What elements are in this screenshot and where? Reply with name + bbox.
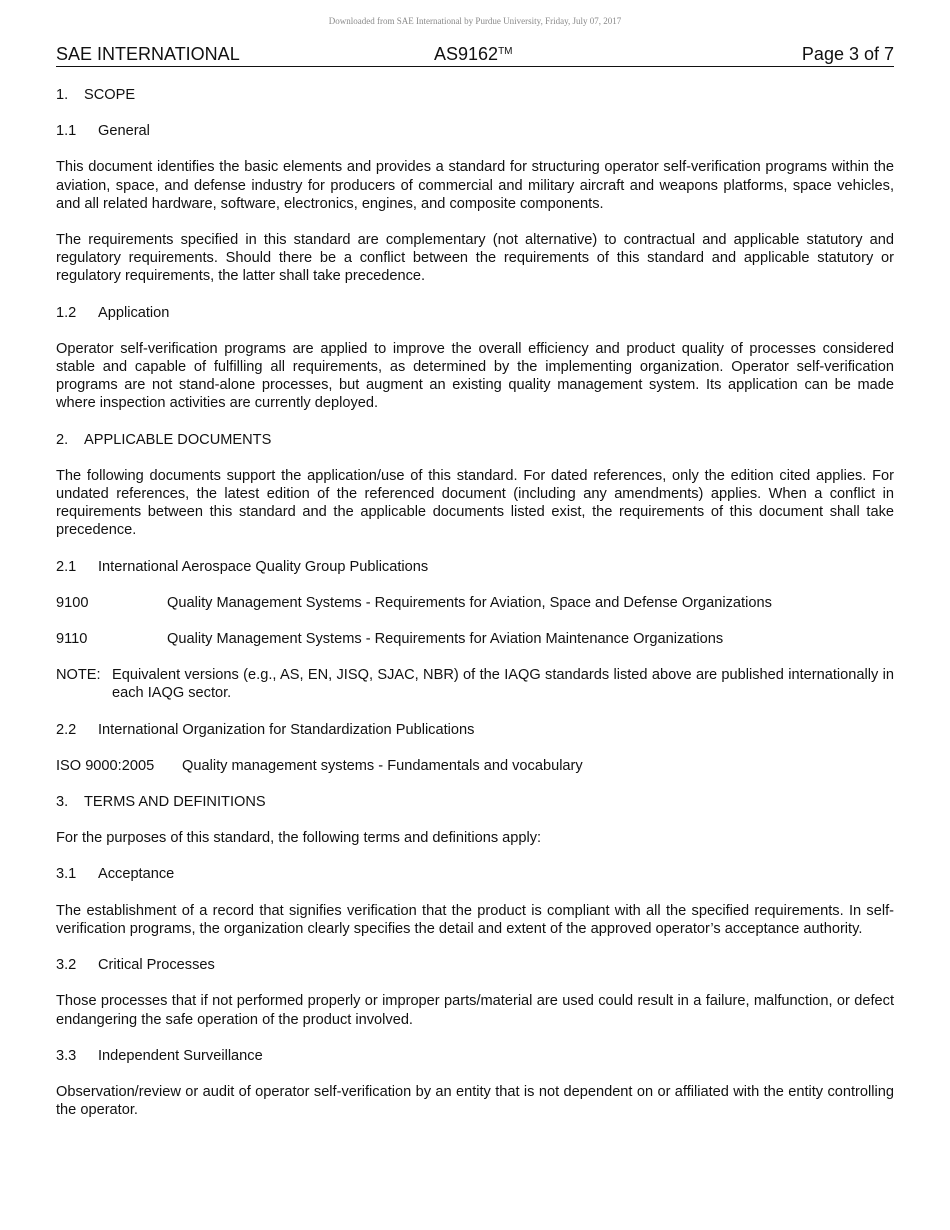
subsection-title: Independent Surveillance bbox=[98, 1047, 263, 1064]
doc-id-text: AS9162 bbox=[434, 44, 499, 64]
subsection-title: General bbox=[98, 123, 150, 140]
paragraph: Operator self-verification programs are applied to improve the overall efficiency and product quality of processes considered stable and capable of fulfilling all requirements, as determined by the implementing organization. Operator self-verification programs are not stand-alone processes, but augment an existing quality management system. Its application can be made where inspection activities are currently deployed. bbox=[56, 340, 894, 412]
reference-entry bbox=[56, 594, 894, 612]
section-number: 2. bbox=[56, 431, 69, 448]
paragraph: The establishment of a record that signifies verification that the product is compliant with all the specified requirements. In self-verification programs, the organization clearly specifies the detail and extent of the approved operator’s acceptance authority. bbox=[56, 902, 894, 937]
subsection-heading bbox=[56, 721, 894, 739]
subsection-title: International Organization for Standardization Publications bbox=[98, 721, 475, 738]
paragraph: The following documents support the application/use of this standard. For dated references, only the edition cited applies. For undated references, the latest edition of the referenced document (including any amendments) applies. When a conflict in requirements between this standard and the applicable documents listed exist, the requirements of this document shall take precedence. bbox=[56, 467, 894, 539]
reference-code: 9110 bbox=[56, 631, 88, 648]
document-body bbox=[56, 86, 894, 1137]
subsection-number: 1.2 bbox=[56, 304, 77, 321]
subsection-title: Application bbox=[98, 304, 170, 321]
subsection-heading bbox=[56, 558, 894, 576]
section-heading bbox=[56, 86, 894, 104]
subsection-heading bbox=[56, 1047, 894, 1065]
reference-title: Quality management systems - Fundamentals and vocabulary bbox=[182, 757, 583, 774]
section-title: TERMS AND DEFINITIONS bbox=[84, 794, 266, 811]
note-block bbox=[56, 666, 894, 702]
subsection-number: 2.2 bbox=[56, 721, 77, 738]
subsection-number: 2.1 bbox=[56, 558, 77, 575]
subsection-number: 3.3 bbox=[56, 1047, 77, 1064]
subsection-heading bbox=[56, 304, 894, 322]
paragraph: For the purposes of this standard, the following terms and definitions apply: bbox=[56, 830, 542, 847]
page-header bbox=[56, 44, 894, 67]
download-watermark: Downloaded from SAE International by Purdue University, Friday, July 07, 2017 bbox=[328, 16, 622, 26]
reference-code: 9100 bbox=[56, 594, 89, 611]
header-doc-id bbox=[434, 44, 513, 65]
section-number: 1. bbox=[56, 87, 69, 103]
reference-entry bbox=[56, 757, 894, 775]
header-page-number: Page 3 of 7 bbox=[801, 44, 894, 64]
subsection-title: Acceptance bbox=[98, 866, 175, 883]
section-title: SCOPE bbox=[84, 87, 136, 103]
section-title: APPLICABLE DOCUMENTS bbox=[84, 431, 272, 448]
reference-title: Quality Management Systems - Requirements for Aviation, Space and Defense Organizations bbox=[167, 594, 772, 611]
reference-code: ISO 9000:2005 bbox=[56, 757, 155, 774]
section-heading bbox=[56, 793, 894, 811]
subsection-number: 3.1 bbox=[56, 866, 77, 883]
note-text: Equivalent versions (e.g., AS, EN, JISQ, SJAC, NBR) of the IAQG standards listed above are published internationally in each IAQG sector. bbox=[112, 667, 894, 702]
subsection-number: 3.2 bbox=[56, 957, 77, 974]
subsection-heading bbox=[56, 865, 894, 883]
subsection-title: International Aerospace Quality Group Publications bbox=[98, 558, 429, 575]
subsection-heading bbox=[56, 122, 894, 140]
trademark-mark: TM bbox=[498, 46, 513, 57]
reference-title: Quality Management Systems - Requirements for Aviation Maintenance Organizations bbox=[167, 631, 724, 648]
section-heading bbox=[56, 431, 894, 449]
paragraph: Those processes that if not performed properly or improper parts/material are used could result in a failure, malfunction, or defect endangering the safe operation of the product involved. bbox=[56, 993, 894, 1028]
paragraph: The requirements specified in this standard are complementary (not alternative) to contractual and applicable statutory and regulatory requirements. Should there be a conflict between the requirements of this standard and applicable statutory or regulatory requirements, the latter shall take precedence. bbox=[56, 232, 894, 285]
section-number: 3. bbox=[56, 794, 69, 811]
paragraph: This document identifies the basic elements and provides a standard for structuring operator self-verification programs within the aviation, space, and defense industry for producers of commercial and military aircraft and weapons platforms, space vehicles, and all related hardware, software, electronics, engines, and composite components. bbox=[56, 159, 894, 212]
paragraph: Observation/review or audit of operator self-verification by an entity that is not dependent on or affiliated with the entity controlling the operator. bbox=[56, 1083, 894, 1119]
subsection-title: Critical Processes bbox=[98, 957, 215, 974]
header-org: SAE INTERNATIONAL bbox=[56, 44, 240, 64]
subsection-number: 1.1 bbox=[56, 123, 77, 140]
reference-entry bbox=[56, 630, 894, 648]
subsection-heading bbox=[56, 956, 894, 974]
note-label: NOTE: bbox=[56, 667, 101, 684]
